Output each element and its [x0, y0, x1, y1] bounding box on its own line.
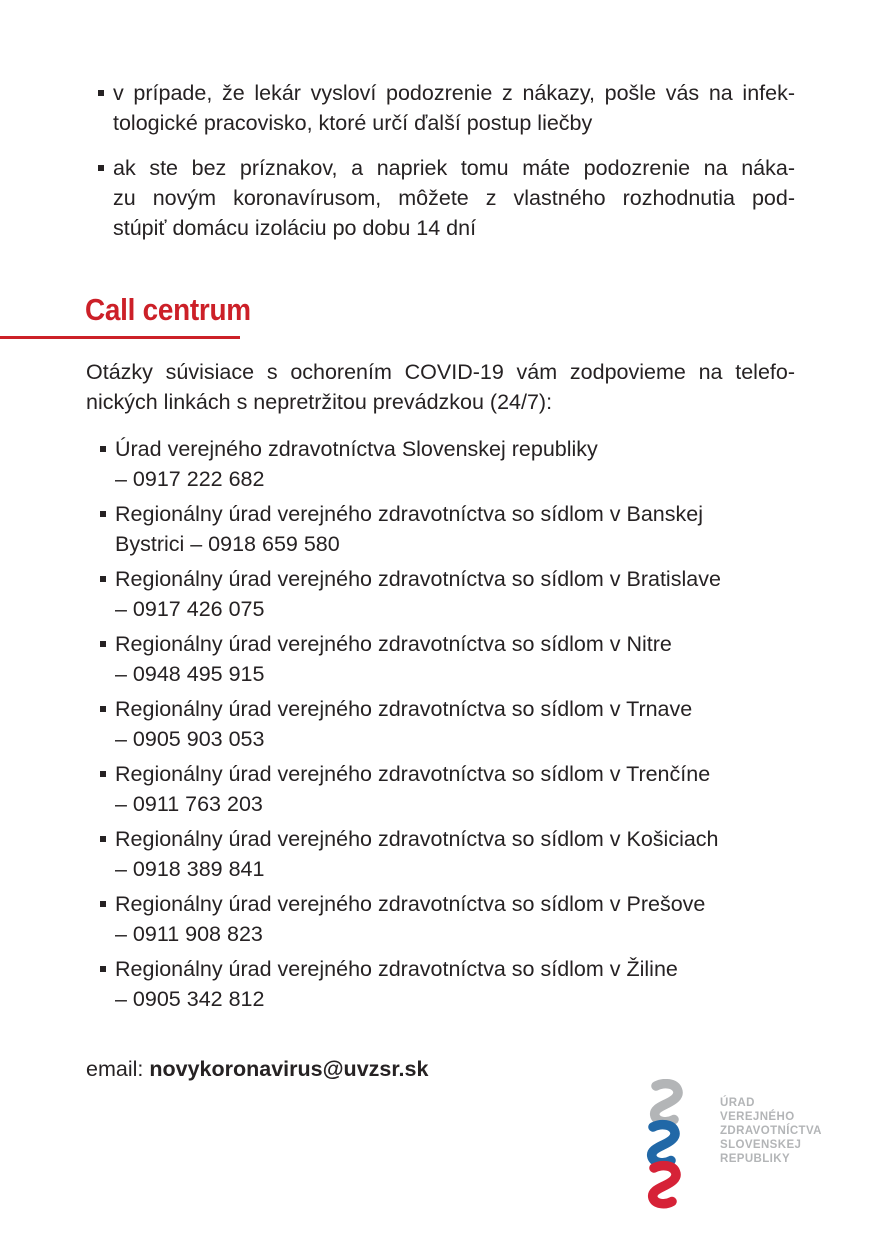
hotline-name-line: Úrad verejného zdravotníctva Slovenskej republiky: [115, 437, 598, 461]
section-title-rule: [0, 336, 240, 339]
hotline-item: [86, 564, 795, 624]
hotline-phone-line: – 0905 903 053: [115, 727, 265, 751]
bullet-text: [113, 78, 795, 138]
contact-line: [86, 1054, 428, 1084]
logo-wordmark-line: ZDRAVOTNÍCTVA: [720, 1125, 822, 1137]
list-item: [86, 78, 795, 138]
text-line: zu novým koronavírusom, môžete z vlastného rozhodnutia pod-: [113, 186, 795, 210]
section-title: Call centrum: [85, 292, 251, 327]
hotline-item: [86, 434, 795, 494]
hotline-item: [86, 629, 795, 689]
logo-wordmark-line: ÚRAD: [720, 1097, 755, 1109]
hotline-phone-line: – 0911 908 823: [115, 922, 263, 946]
hotline-item: [86, 759, 795, 819]
text-line: tologické pracovisko, ktoré určí ďalší postup liečby: [113, 111, 593, 135]
hotline-phone-line: – 0917 426 075: [115, 597, 265, 621]
hotline-name-line: Regionálny úrad verejného zdravotníctva so sídlom v Nitre: [115, 632, 672, 656]
email-label: email:: [86, 1057, 144, 1081]
bullet-square-icon: [100, 446, 106, 452]
logo-wordmark-line: REPUBLIKY: [720, 1153, 791, 1165]
hotline-phone-line: – 0917 222 682: [115, 467, 265, 491]
logo-wordmark-line: SLOVENSKEJ: [720, 1139, 802, 1151]
bullet-square-icon: [100, 901, 106, 907]
hotline-name-line: Regionálny úrad verejného zdravotníctva so sídlom v Košiciach: [115, 827, 719, 851]
hotline-name-line: Regionálny úrad verejného zdravotníctva so sídlom v Trnave: [115, 697, 693, 721]
intro-bullet-list: [86, 78, 795, 258]
bullet-square-icon: [98, 165, 104, 171]
hotline-name-line: Regionálny úrad verejného zdravotníctva so sídlom v Žiline: [115, 957, 678, 981]
text-line: v prípade, že lekár vysloví podozrenie z nákazy, pošle vás na infek-: [113, 81, 795, 105]
bullet-square-icon: [100, 706, 106, 712]
bullet-square-icon: [98, 90, 104, 96]
hotline-phone-line: – 0918 389 841: [115, 857, 265, 881]
list-item: [86, 153, 795, 243]
text-line: ak ste bez príznakov, a napriek tomu máte podozrenie na náka-: [113, 156, 795, 180]
text-line: stúpiť domácu izoláciu po dobu 14 dní: [113, 216, 477, 240]
hotline-phone-line: – 0948 495 915: [115, 662, 265, 686]
hotline-item: [86, 824, 795, 884]
hotline-item: [86, 954, 795, 1014]
paragraph-line: nických linkách s nepretržitou prevádzkou (24/7):: [86, 390, 553, 414]
bullet-text: [113, 153, 795, 243]
bullet-square-icon: [100, 511, 106, 517]
hotline-phone-line: – 0905 342 812: [115, 987, 265, 1011]
hotline-item: [86, 499, 795, 559]
hotline-name-line: Regionálny úrad verejného zdravotníctva so sídlom v Banskej: [115, 502, 703, 526]
hotline-item: [86, 889, 795, 949]
bullet-square-icon: [100, 576, 106, 582]
hotline-name-line: Regionálny úrad verejného zdravotníctva so sídlom v Bratislave: [115, 567, 721, 591]
uvzsr-logo-s-mark-icon: [641, 1079, 691, 1209]
bullet-square-icon: [100, 641, 106, 647]
paragraph-line: Otázky súvisiace s ochorením COVID-19 vám zodpovieme na telefo-: [86, 360, 795, 384]
hotline-phone-line: Bystrici – 0918 659 580: [115, 532, 340, 556]
hotline-item: [86, 694, 795, 754]
bullet-square-icon: [100, 771, 106, 777]
bullet-square-icon: [100, 966, 106, 972]
email-address: novykoronavirus@uvzsr.sk: [149, 1057, 429, 1081]
hotline-list: [86, 434, 795, 1019]
logo-wordmark-line: VEREJNÉHO: [720, 1111, 795, 1123]
hotline-phone-line: – 0911 763 203: [115, 792, 263, 816]
hotline-name-line: Regionálny úrad verejného zdravotníctva so sídlom v Trenčíne: [115, 762, 711, 786]
uvzsr-logo-wordmark: [720, 1096, 822, 1166]
intro-paragraph: [86, 357, 795, 417]
hotline-name-line: Regionálny úrad verejného zdravotníctva so sídlom v Prešove: [115, 892, 706, 916]
bullet-square-icon: [100, 836, 106, 842]
